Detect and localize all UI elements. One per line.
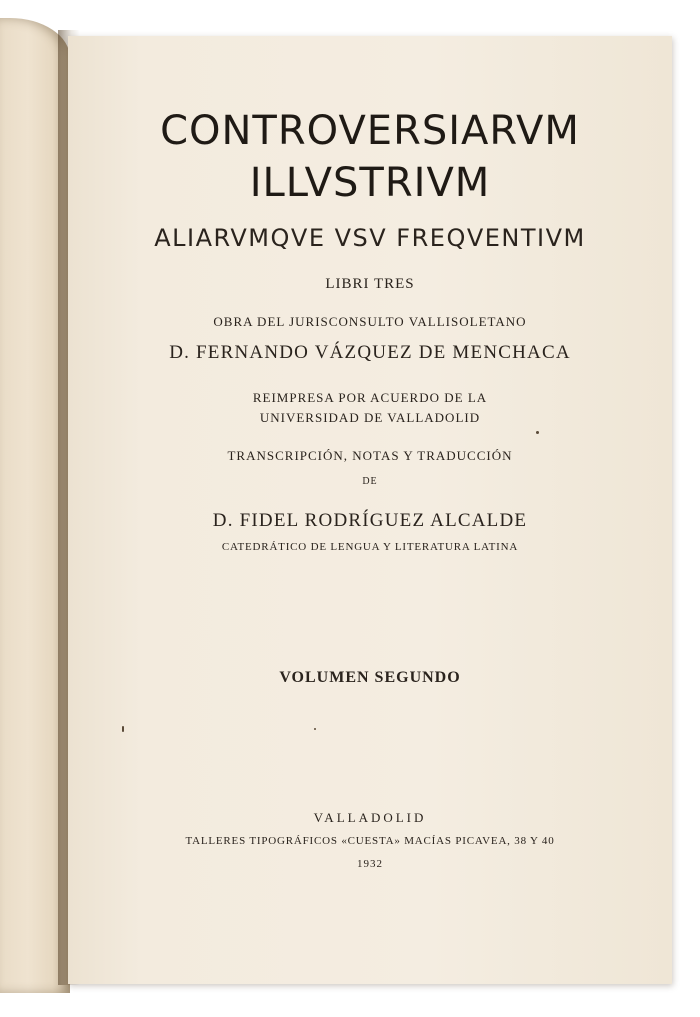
title-page	[68, 36, 672, 984]
volume-label: VOLUMEN SEGUNDO	[279, 669, 461, 686]
translator-name: D. FIDEL RODRÍGUEZ ALCALDE	[212, 510, 528, 531]
imprint-city: VALLADOLID	[313, 810, 427, 825]
main-title-line-2: ILLVSTRIVM	[249, 160, 491, 206]
main-title-line-1: CONTROVERSIARVM	[160, 108, 580, 154]
translator-title: CATEDRÁTICO DE LENGUA Y LITERATURA LATINA	[221, 541, 519, 553]
transcripcion-line: TRANSCRIPCIÓN, NOTAS Y TRADUCCIÓN	[227, 448, 513, 463]
paper-speck	[122, 726, 124, 732]
imprint-printer: TALLERES TIPOGRÁFICOS «CUESTA» MACÍAS PICAVEA, 38 Y 40	[185, 835, 555, 847]
obra-line: OBRA DEL JURISCONSULTO VALLISOLETANO	[213, 314, 527, 329]
reimpresa-line-2: UNIVERSIDAD DE VALLADOLID	[259, 410, 481, 425]
libri-tres: LIBRI TRES	[325, 276, 415, 292]
reimpresa-line-1: REIMPRESA POR ACUERDO DE LA	[252, 390, 488, 405]
author-name: D. FERNANDO VÁZQUEZ DE MENCHACA	[169, 342, 571, 363]
de-line: DE	[362, 476, 378, 487]
imprint-year: 1932	[357, 858, 383, 870]
paper-speck	[536, 431, 539, 434]
main-title-line-3: ALIARVMQVE VSV FREQVENTIVM	[154, 224, 586, 252]
paper-speck	[314, 728, 316, 730]
